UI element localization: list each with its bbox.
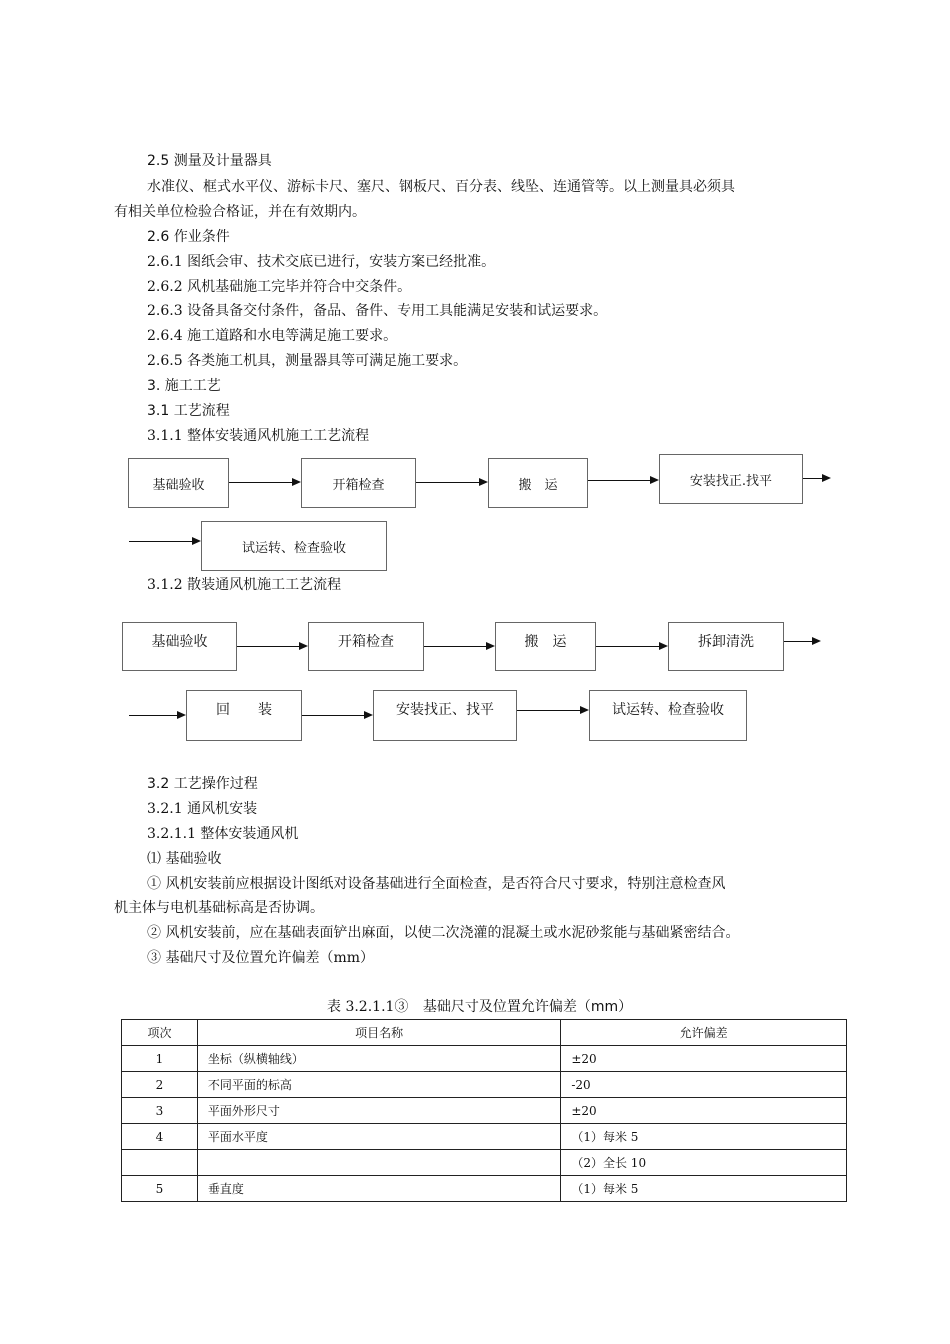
heading-3-1-1: 3.1.1 整体安装通风机施工工艺流程	[147, 428, 370, 444]
table-row	[122, 1176, 847, 1202]
arrow-right-icon	[299, 642, 308, 650]
flow-arrow-line	[416, 482, 479, 483]
list-item: 2.6.3 设备具备交付条件，备品、备件、专用工具能满足安装和试运要求。	[147, 303, 608, 319]
flow-arrow-line	[302, 715, 364, 716]
table-header-row	[122, 1020, 847, 1046]
table-row	[122, 1046, 847, 1072]
flow-step: 基础验收	[128, 458, 229, 508]
list-item: 2.6.4 施工道路和水电等满足施工要求。	[147, 328, 398, 344]
list-item: ⑴ 基础验收	[147, 851, 222, 867]
heading-3-2-1-1: 3.2.1.1 整体安装通风机	[147, 826, 299, 842]
table-cell: 1	[122, 1046, 198, 1072]
table-caption-title: 基础尺寸及位置允许偏差（mm）	[422, 999, 633, 1015]
flow-arrow-line	[517, 710, 580, 711]
flow-step: 开箱检查	[301, 458, 416, 508]
table-cell: （1）每米 5	[561, 1124, 847, 1150]
arrow-right-icon	[580, 706, 589, 714]
flow-arrow-line	[129, 715, 177, 716]
flow-arrow-line	[588, 480, 650, 481]
heading-2-5: 2.5 测量及计量器具	[147, 153, 272, 169]
flow-step: 拆卸清洗	[668, 622, 784, 671]
table-cell: ±20	[561, 1098, 847, 1124]
table-header-cell: 项目名称	[197, 1020, 560, 1046]
list-item: 2.6.5 各类施工机具，测量器具等可满足施工要求。	[147, 353, 468, 369]
flow-arrow-line	[237, 646, 299, 647]
table-cell: 3	[122, 1098, 198, 1124]
table-cell: （1）每米 5	[561, 1176, 847, 1202]
arrow-right-icon	[192, 537, 201, 545]
heading-3: 3. 施工工艺	[147, 378, 221, 394]
flow-step: 试运转、检查验收	[201, 521, 387, 571]
table-cell: 坐标（纵横轴线）	[197, 1046, 560, 1072]
table-cell: 2	[122, 1072, 198, 1098]
list-item: 2.6.1 图纸会审、技术交底已进行，安装方案已经批准。	[147, 254, 496, 270]
flow-arrow-line	[129, 541, 192, 542]
table-cell: （2）全长 10	[561, 1150, 847, 1176]
flow-arrow-line	[596, 646, 659, 647]
table-cell: 平面水平度	[197, 1124, 560, 1150]
table-header-cell: 项次	[122, 1020, 198, 1046]
flow-arrow-line	[229, 482, 292, 483]
paragraph-line: 机主体与电机基础标高是否协调。	[114, 900, 324, 916]
table-caption	[327, 998, 632, 1016]
table-row	[122, 1150, 847, 1176]
arrow-right-icon	[479, 478, 488, 486]
flow-step: 搬 运	[495, 622, 596, 671]
flow-step: 试运转、检查验收	[589, 690, 747, 741]
arrow-right-icon	[486, 642, 495, 650]
heading-3-2: 3.2 工艺操作过程	[147, 776, 258, 792]
list-item: 2.6.2 风机基础施工完毕并符合中交条件。	[147, 279, 412, 295]
flow-step: 开箱检查	[308, 622, 424, 671]
table-row	[122, 1098, 847, 1124]
flow-arrow-line	[424, 646, 486, 647]
table-row	[122, 1072, 847, 1098]
arrow-right-icon	[822, 474, 831, 482]
arrow-right-icon	[659, 642, 668, 650]
table-cell: 4	[122, 1124, 198, 1150]
paragraph-line: ② 风机安装前，应在基础表面铲出麻面，以使二次浇灌的混凝土或水泥砂浆能与基础紧密结合。	[147, 925, 740, 941]
tolerance-table	[121, 1019, 847, 1202]
arrow-right-icon	[364, 711, 373, 719]
flow-arrow-line	[803, 478, 822, 479]
table-cell: 不同平面的标高	[197, 1072, 560, 1098]
arrow-right-icon	[650, 476, 659, 484]
paragraph-line: 水准仪、框式水平仪、游标卡尺、塞尺、钢板尺、百分表、线坠、连通管等。以上测量具必须具	[147, 179, 735, 195]
table-row	[122, 1124, 847, 1150]
flow-step: 基础验收	[122, 622, 237, 671]
flow-step: 安装找正.找平	[659, 454, 803, 504]
table-cell: 垂直度	[197, 1176, 560, 1202]
table-cell: 5	[122, 1176, 198, 1202]
paragraph-line: ① 风机安装前应根据设计图纸对设备基础进行全面检查，是否符合尺寸要求，特别注意检查风	[147, 876, 726, 892]
arrow-right-icon	[177, 711, 186, 719]
flow-arrow-line	[784, 641, 812, 642]
flow-step: 回 装	[186, 690, 302, 741]
heading-3-2-1: 3.2.1 通风机安装	[147, 801, 258, 817]
arrow-right-icon	[812, 637, 821, 645]
paragraph-line: ③ 基础尺寸及位置允许偏差（mm）	[147, 950, 375, 966]
heading-3-1-2: 3.1.2 散装通风机施工工艺流程	[147, 577, 342, 593]
table-cell	[197, 1150, 560, 1176]
table-caption-number: 表 3.2.1.1③	[327, 999, 409, 1015]
table-cell: 平面外形尺寸	[197, 1098, 560, 1124]
table-header-cell: 允许偏差	[561, 1020, 847, 1046]
table-cell: -20	[561, 1072, 847, 1098]
table-cell	[122, 1150, 198, 1176]
paragraph-line: 有相关单位检验合格证，并在有效期内。	[114, 204, 366, 220]
heading-2-6: 2.6 作业条件	[147, 229, 230, 245]
arrow-right-icon	[292, 478, 301, 486]
flow-step: 安装找正、找平	[373, 690, 517, 741]
flow-step: 搬 运	[488, 458, 588, 508]
heading-3-1: 3.1 工艺流程	[147, 403, 230, 419]
table-cell: ±20	[561, 1046, 847, 1072]
